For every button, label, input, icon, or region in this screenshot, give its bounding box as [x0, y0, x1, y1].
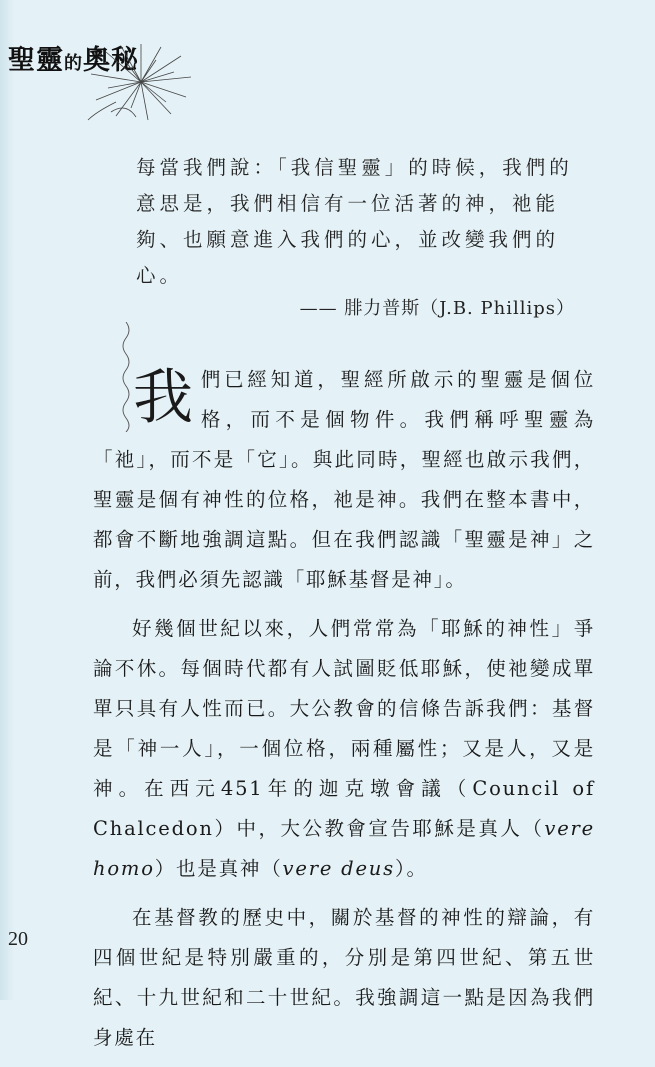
body-text [93, 360, 595, 1067]
page-edge [0, 0, 14, 1000]
quote-attribution: —— 腓力普斯（J.B. Phillips） [299, 298, 575, 319]
paragraph-2-text-b: ）也是真神（ [154, 857, 283, 880]
epigraph-quote [136, 150, 576, 294]
book-title-part2: 的 [64, 53, 83, 74]
quote-line-3: 夠、也願意進入我們的心，並改變我們的 [136, 228, 560, 251]
latin-vere-homo: vere homo [93, 817, 595, 880]
running-header [8, 38, 139, 77]
drop-cap: 我 [133, 363, 195, 433]
latin-vere-deus: vere deus [282, 857, 395, 880]
paragraph-2-text-a: 好幾個世紀以來，人們常常為「耶穌的神性」爭論不休。每個時代都有人試圖貶低耶穌，使祂變成單單只具有人性而已。大公教會的信條告訴我們：基督是「神一人」，一個位格，兩種屬性；又是人，又是神。在西元451年的迦克墩會議（Council of Chalcedon）中，大公教會宣告耶穌是真人（ [93, 617, 595, 840]
paragraph-1-text: 們已經知道，聖經所啟示的聖靈是個位格，而不是個物件。我們稱呼聖靈為「祂」，而不是「它」。與此同時，聖經也啟示我們，聖靈是個有神性的位格，祂是神。我們在整本書中，都會不斷地強調這點。但在我們認識「聖靈是神」之前，我們必須先認識「耶穌基督是神」。 [93, 368, 595, 591]
book-title-part3: 奧秘 [83, 45, 139, 76]
book-title-part1: 聖靈 [8, 45, 64, 76]
quote-line-4: 心。 [136, 264, 184, 287]
chrysanthemum-ornament-icon [86, 42, 196, 122]
quote-line-1: 每當我們說：「我信聖靈」的時候，我們的 [136, 156, 573, 179]
paragraph-1 [93, 360, 595, 600]
page-number: 20 [8, 928, 28, 950]
paragraph-2 [93, 609, 595, 889]
paragraph-3: 在基督教的歷史中，關於基督的神性的辯論，有四個世紀是特別嚴重的，分別是第四世紀、第五世紀、十九世紀和二十世紀。我強調這一點是因為我們身處在 [93, 906, 595, 1049]
quote-line-2: 意思是，我們相信有一位活著的神，祂能 [136, 192, 560, 215]
paragraph-2-text-c: ）。 [394, 857, 428, 880]
